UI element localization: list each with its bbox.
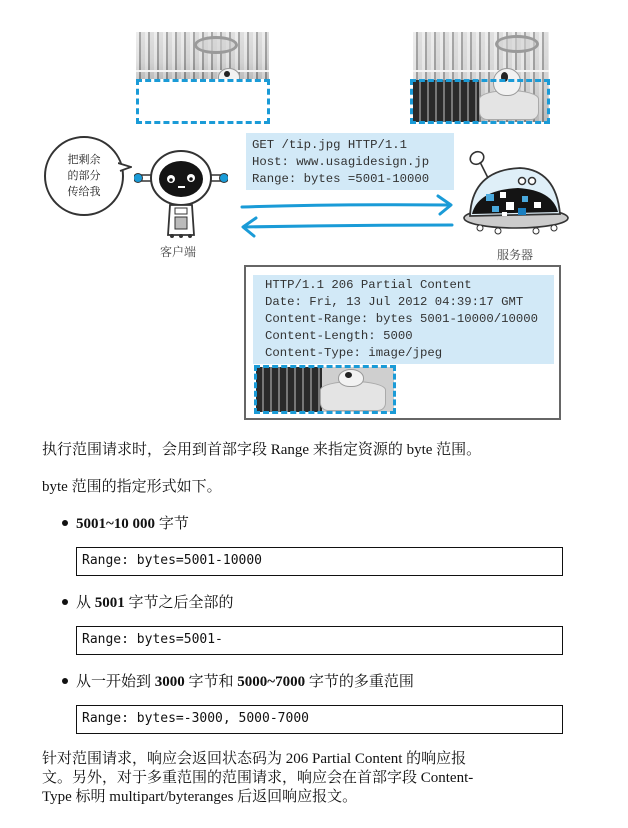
- response-line: Date: Fri, 13 Jul 2012 04:39:17 GMT: [265, 295, 524, 309]
- code-block: Range: bytes=5001-: [76, 626, 563, 655]
- list-item: 从一开始到 3000 字节和 5000~7000 字节的多重范围: [62, 672, 414, 692]
- request-response-arrows-icon: [238, 194, 460, 238]
- paragraph-206-response: [42, 750, 562, 807]
- missing-range-placeholder: [136, 79, 270, 124]
- request-line: GET /tip.jpg HTTP/1.1: [252, 138, 407, 152]
- response-range-highlight: [254, 365, 396, 414]
- text-line: Type 标明 multipart/byteranges 后返回响应报文。: [42, 789, 358, 805]
- requested-range-highlight: [410, 79, 550, 124]
- bullet-icon: [62, 520, 68, 526]
- bubble-line: 的部分: [67, 169, 101, 182]
- bubble-tail-icon: [118, 162, 132, 172]
- client-label: 客户端: [160, 245, 197, 259]
- list-item: 5001~10 000 字节: [62, 514, 189, 534]
- server-label: 服务器: [497, 248, 534, 262]
- bubble-line: 传给我: [67, 185, 101, 198]
- response-line: Content-Type: image/jpeg: [265, 346, 443, 360]
- response-headers: [253, 275, 554, 364]
- paragraph-range-format: byte 范围的指定形式如下。: [42, 479, 222, 495]
- speech-bubble: [44, 136, 124, 216]
- code-block: Range: bytes=5001-10000: [76, 547, 563, 576]
- request-message: [246, 133, 454, 190]
- bullet-icon: [62, 599, 68, 605]
- response-line: Content-Length: 5000: [265, 329, 413, 343]
- request-line: Host: www.usagidesign.jp: [252, 155, 430, 169]
- server-robot-icon: [458, 148, 570, 238]
- partial-image-client: [136, 32, 269, 82]
- paragraph-range-intro: 执行范围请求时，会用到首部字段 Range 来指定资源的 byte 范围。: [42, 442, 482, 458]
- response-message-frame: [244, 265, 561, 420]
- bullet-icon: [62, 678, 68, 684]
- client-robot-icon: [134, 145, 228, 240]
- bubble-line: 把剩余: [67, 153, 101, 166]
- list-item: 从 5001 字节之后全部的: [62, 593, 234, 613]
- response-line: HTTP/1.1 206 Partial Content: [265, 278, 472, 292]
- request-line: Range: bytes =5001-10000: [252, 172, 430, 186]
- text-line: 针对范围请求，响应会返回状态码为 206 Partial Content 的响应报: [42, 751, 467, 767]
- text-line: 文。另外，对于多重范围的范围请求，响应会在首部字段 Content-: [42, 770, 474, 786]
- code-block: Range: bytes=-3000, 5000-7000: [76, 705, 563, 734]
- response-line: Content-Range: bytes 5001-10000/10000: [265, 312, 539, 326]
